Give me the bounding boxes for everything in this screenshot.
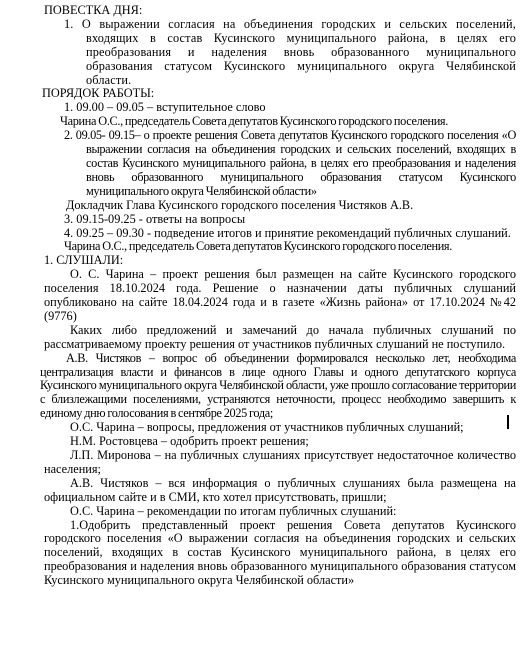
- paragraph-1: О. С. Чарина – проект решения был размещен на сайте Кусинского городского поселения 18.10.2024 года. Решение о назначении даты публичных слушаний опубликовано на сайте 18.04.2024 года и в газете «Жизнь района» от 17.10.2024 №42 (9776): [44, 267, 516, 323]
- order-item-1: 1. 09.00 – 09.05 – вступительное слово: [64, 100, 266, 115]
- agenda-title: ПОВЕСТКА ДНЯ:: [44, 3, 143, 17]
- order-item-3: 3. 09.15-09.25 - ответы на вопросы: [64, 211, 246, 226]
- order-title: ПОРЯДОК РАБОТЫ:: [42, 86, 155, 101]
- heard-title: 1. СЛУШАЛИ:: [44, 253, 124, 268]
- speaker-2: Докладчик Глава Кусинского городского поселения Чистяков А.В.: [66, 197, 414, 212]
- agenda-item-1: 1. О выражении согласия на объединения городских и сельских поселений, входящих в состав Кусинского муниципального района, в целях его преобразования и наделения вновь образованного муниципального образования статусом Кусинского муниципального округа Челябинской области.: [64, 16, 516, 87]
- order-item-4: 4. 09.25 – 09.30 - подведение итогов и принятие рекомендаций публичных слушаний.: [64, 225, 511, 240]
- text-cursor: [507, 415, 509, 429]
- paragraph-9: 1.Одобрить представленный проект решения Совета депутатов Кусинского городского поселения «О выражении согласия на объединения городских и сельских поселений, входящих в состав Кусинского муниципального района, в целях его преобразования и наделения вновь образованного муниципального образования статусом Кусинского муниципального округа Челябинской области»: [44, 517, 516, 588]
- speaker-1: Чарина О.С., председатель Совета депутатов Кусинского городского поселения.: [60, 114, 448, 129]
- paragraph-2: Каких либо предложений и замечаний до начала публичных слушаний по рассматриваемому проекту решения от участников публичных слушаний не поступило.: [44, 322, 516, 351]
- paragraph-3: А.В. Чистяков – вопрос об объединении формировался несколько лет, необходима централизация власти и финансов в лице одного Главы и одного депутатского корпуса Кусинского муниципального округа Челябинской области, уже прошло согласование территории с близлежащими поселениями, устраняются неточности, процесс необходимо завершить к единому дню голосования в сентябре 2025 года;: [40, 350, 516, 421]
- paragraph-7: А.В. Чистяков – вся информация о публичных слушаниях была размещена на официальном сайте и в СМИ, кто хотел присутствовать, пришли;: [44, 475, 516, 504]
- paragraph-6: Л.П. Миронова – на публичных слушаниях присутствует недостаточное количество населения;: [44, 448, 516, 476]
- order-item-2: 2. 09.05- 09.15– о проекте решения Совета депутатов Кусинского городского поселения «О выражении согласия на объединения городских и сельских поселений, входящих в состав Кусинского муниципального района, в целях его преобразования и наделения вновь образованного муниципального образования статусом Кусинского муниципального округа Челябинской области»: [64, 128, 516, 198]
- paragraph-8: О.С. Чарина – рекомендации по итогам публичных слушаний:: [70, 503, 397, 518]
- paragraph-4: О.С. Чарина – вопросы, предложения от участников публичных слушаний;: [70, 420, 464, 435]
- paragraph-5: Н.М. Ростовцева – одобрить проект решения;: [70, 434, 309, 449]
- speaker-3: Чарина О.С., председатель Совета депутатов Кусинского городского поселения.: [64, 239, 452, 254]
